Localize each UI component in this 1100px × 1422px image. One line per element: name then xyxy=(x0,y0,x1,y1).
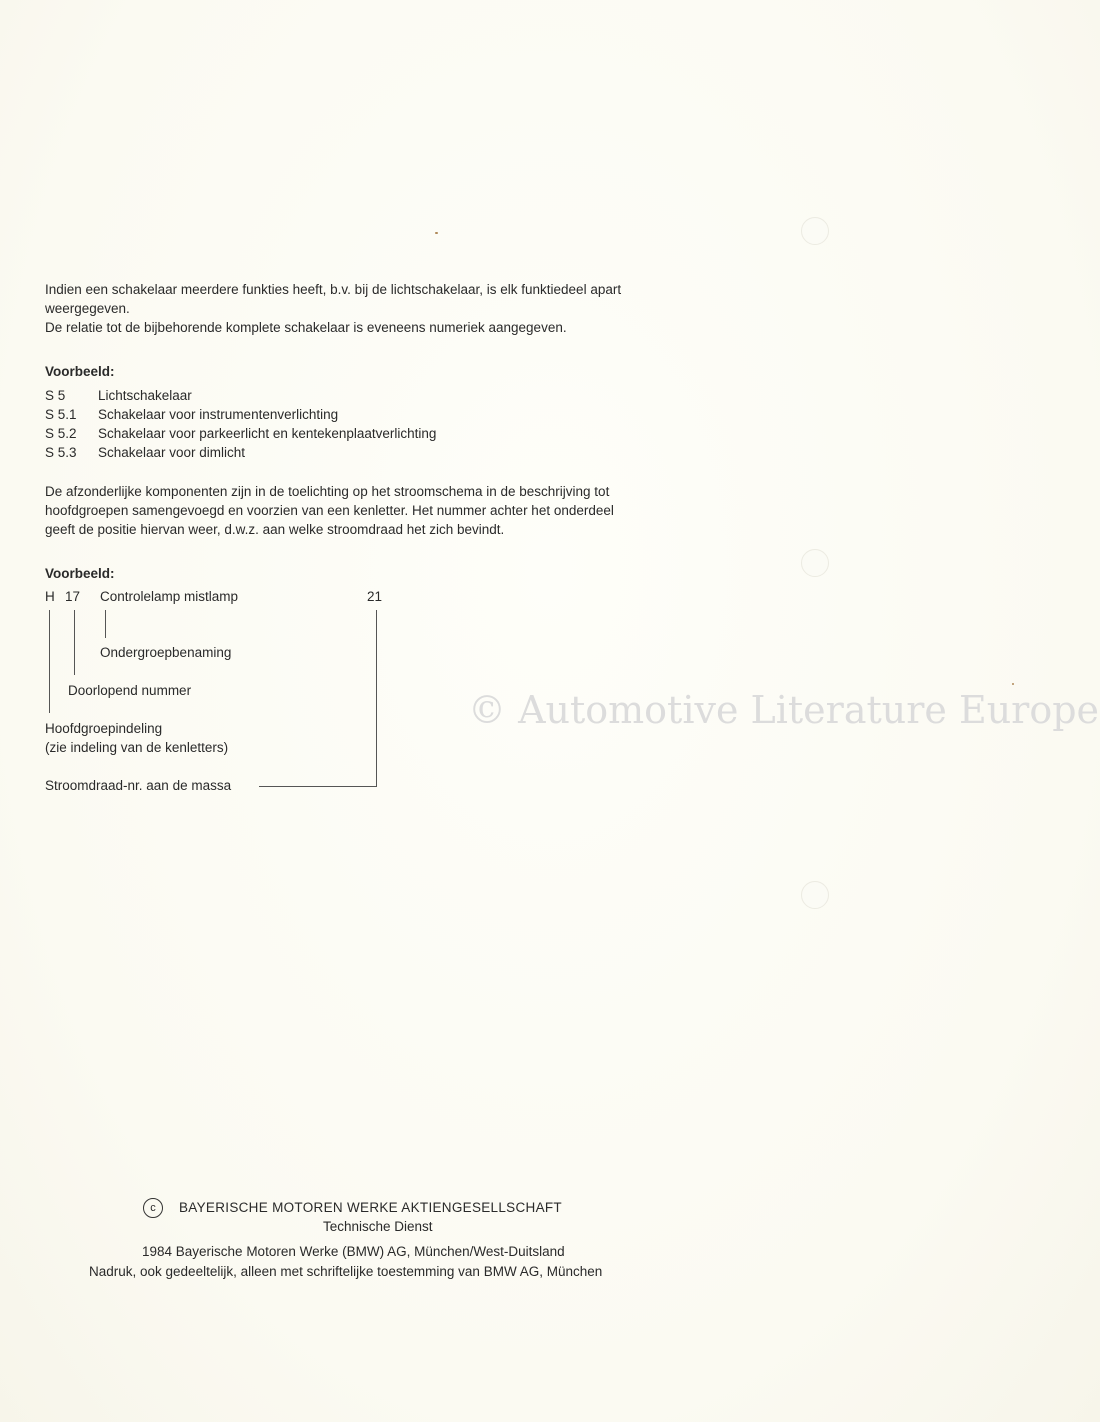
punch-hole xyxy=(801,549,829,577)
example-list-item xyxy=(45,424,436,443)
leader-line xyxy=(259,786,377,787)
explanation-line-3: geeft de positie hiervan weer, d.w.z. aan welke stroomdraad het zich bevindt. xyxy=(45,522,505,537)
example-list-item xyxy=(45,443,245,462)
leader-line xyxy=(74,610,75,675)
intro-line-3: De relatie tot de bijbehorende komplete schakelaar is eveneens numeriek aangegeven. xyxy=(45,320,567,335)
component-desc: Schakelaar voor dimlicht xyxy=(98,445,246,460)
footer-line-1: 1984 Bayerische Motoren Werke (BMW) AG, München/West-Duitsland xyxy=(142,1244,565,1259)
label-main-group: Hoofdgroepindeling xyxy=(45,721,163,736)
leader-line xyxy=(49,610,50,713)
component-desc: Schakelaar voor parkeerlicht en kentekenplaatverlichting xyxy=(98,426,437,441)
label-wire: Stroomdraad-nr. aan de massa xyxy=(45,778,232,793)
leader-line xyxy=(105,610,106,638)
paper-speck xyxy=(435,232,438,234)
component-code: S 5.2 xyxy=(45,426,77,441)
footer-company: BAYERISCHE MOTOREN WERKE AKTIENGESELLSCHAFT xyxy=(179,1200,562,1215)
paper-speck xyxy=(1012,683,1014,685)
explanation-line-1: De afzonderlijke komponenten zijn in de toelichting op het stroomschema in de beschrijving tot xyxy=(45,484,610,499)
diagram-wire-number: 21 xyxy=(367,589,383,604)
component-desc: Schakelaar voor instrumentenverlichting xyxy=(98,407,339,422)
watermark: © Automotive Literature Europe xyxy=(468,688,1100,732)
component-code: S 5.3 xyxy=(45,445,77,460)
punch-hole xyxy=(801,217,829,245)
punch-hole xyxy=(801,881,829,909)
label-serial: Doorlopend nummer xyxy=(68,683,192,698)
leader-line xyxy=(376,610,377,787)
component-desc: Lichtschakelaar xyxy=(98,388,192,403)
example-heading: Voorbeeld: xyxy=(45,364,115,379)
label-subgroup: Ondergroepbenaming xyxy=(100,645,232,660)
explanation-line-2: hoofdgroepen samengevoegd en voorzien van een kenletter. Het nummer achter het onderdeel xyxy=(45,503,614,518)
footer-department: Technische Dienst xyxy=(323,1219,433,1234)
example-heading: Voorbeeld: xyxy=(45,566,115,581)
copyright-icon: c xyxy=(143,1198,163,1218)
footer-line-2: Nadruk, ook gedeeltelijk, alleen met schriftelijke toestemming van BMW AG, München xyxy=(89,1264,603,1279)
example-list-item xyxy=(45,405,338,424)
diagram-component-name: Controlelamp mistlamp xyxy=(100,589,239,604)
component-code: S 5.1 xyxy=(45,407,77,422)
intro-line-2: weergegeven. xyxy=(45,301,130,316)
label-main-group-note: (zie indeling van de kenletters) xyxy=(45,740,229,755)
intro-line-1: Indien een schakelaar meerdere funkties heeft, b.v. bij de lichtschakelaar, is elk funktiedeel apart xyxy=(45,282,622,297)
component-code: S 5 xyxy=(45,388,66,403)
diagram-number: 17 xyxy=(65,589,81,604)
diagram-letter: H xyxy=(45,589,55,604)
example-list-item xyxy=(45,386,192,405)
